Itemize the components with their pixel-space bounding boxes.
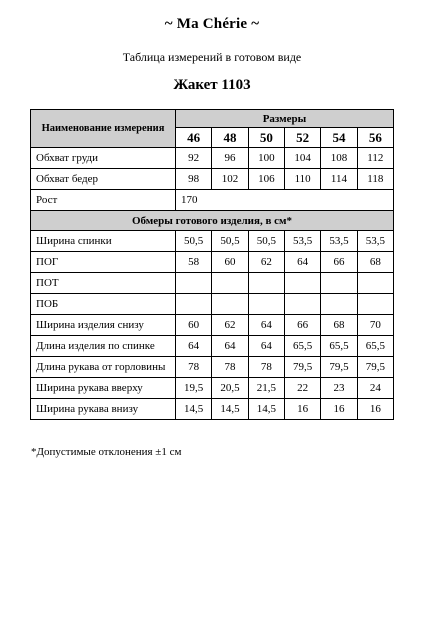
size-48: 48 [212,128,248,148]
table-row [31,273,394,294]
table-row [31,148,394,169]
row-label: Ширина спинки [31,231,176,252]
table-cell: 16 [284,399,320,420]
table-cell: 22 [284,378,320,399]
table-cell [248,273,284,294]
table-cell: 65,5 [284,336,320,357]
table-cell: 62 [248,252,284,273]
table-cell [284,273,320,294]
size-header-row [31,110,394,128]
table-cell [284,294,320,315]
section-header-row [31,211,394,231]
garment-measurements-section-header: Обмеры готового изделия, в см* [31,211,394,231]
table-cell [176,294,212,315]
table-cell: 65,5 [357,336,393,357]
table-cell: 53,5 [321,231,357,252]
table-cell: 100 [248,148,284,169]
table-row [31,294,394,315]
table-cell: 104 [284,148,320,169]
table-subtitle: Таблица измерений в готовом виде [122,50,302,64]
row-label: ПОБ [31,294,176,315]
table-cell: 20,5 [212,378,248,399]
table-cell: 60 [212,252,248,273]
table-cell: 58 [176,252,212,273]
table-cell: 50,5 [176,231,212,252]
table-cell: 78 [248,357,284,378]
table-cell: 112 [357,148,393,169]
size-52: 52 [284,128,320,148]
table-cell [176,273,212,294]
table-cell: 60 [176,315,212,336]
table-cell: 64 [248,336,284,357]
table-row [31,190,394,211]
size-46: 46 [176,128,212,148]
table-cell: 110 [284,169,320,190]
table-row [31,357,394,378]
tolerance-note: *Допустимые отклонения ±1 см [31,446,182,458]
table-cell: 79,5 [284,357,320,378]
table-cell: 21,5 [248,378,284,399]
table-cell: 98 [176,169,212,190]
table-cell: 66 [284,315,320,336]
table-cell: 14,5 [212,399,248,420]
row-label: Длина изделия по спинке [31,336,176,357]
size-50: 50 [248,128,284,148]
table-cell: 64 [248,315,284,336]
table-cell [212,294,248,315]
row-label: ПОТ [31,273,176,294]
table-cell: 114 [321,169,357,190]
row-label: ПОГ [31,252,176,273]
table-cell: 50,5 [212,231,248,252]
table-cell: 92 [176,148,212,169]
sizes-column-header: Размеры [176,110,394,128]
table-row [31,252,394,273]
table-cell: 16 [357,399,393,420]
table-cell: 64 [176,336,212,357]
row-label: Обхват бедер [31,169,176,190]
row-label: Рост [31,190,176,211]
table-cell: 78 [176,357,212,378]
row-label: Длина рукава от горловины [31,357,176,378]
brand-title: ~ Ma Chérie ~ [164,16,260,32]
table-row [31,336,394,357]
table-cell: 16 [321,399,357,420]
table-row [31,399,394,420]
table-cell [212,273,248,294]
row-label: Обхват груди [31,148,176,169]
table-row [31,169,394,190]
table-cell [357,294,393,315]
table-cell: 66 [321,252,357,273]
table-cell: 108 [321,148,357,169]
size-56: 56 [357,128,393,148]
table-row [31,315,394,336]
table-cell [248,294,284,315]
row-label: Ширина рукава вверху [31,378,176,399]
table-cell: 50,5 [248,231,284,252]
table-cell: 62 [212,315,248,336]
row-label: Ширина рукава внизу [31,399,176,420]
table-cell: 70 [357,315,393,336]
size-54: 54 [321,128,357,148]
table-cell: 78 [212,357,248,378]
table-cell: 96 [212,148,248,169]
size-chart-table [30,109,394,420]
table-cell: 24 [357,378,393,399]
table-cell: 64 [212,336,248,357]
table-cell: 79,5 [357,357,393,378]
product-model-title: Жакет 1103 [173,77,251,93]
table-cell: 53,5 [357,231,393,252]
table-cell: 14,5 [176,399,212,420]
table-cell [357,273,393,294]
measure-column-header: Наименование измерения [31,110,176,148]
table-cell: 19,5 [176,378,212,399]
table-row [31,378,394,399]
table-cell: 102 [212,169,248,190]
table-cell: 65,5 [321,336,357,357]
table-cell [321,294,357,315]
row-label: Ширина изделия снизу [31,315,176,336]
table-cell: 23 [321,378,357,399]
table-cell: 68 [357,252,393,273]
table-cell [321,273,357,294]
table-cell: 53,5 [284,231,320,252]
table-cell: 106 [248,169,284,190]
table-cell: 68 [321,315,357,336]
table-row [31,231,394,252]
table-cell: 14,5 [248,399,284,420]
table-cell: 118 [357,169,393,190]
table-cell: 64 [284,252,320,273]
table-cell: 79,5 [321,357,357,378]
height-value: 170 [176,190,394,211]
